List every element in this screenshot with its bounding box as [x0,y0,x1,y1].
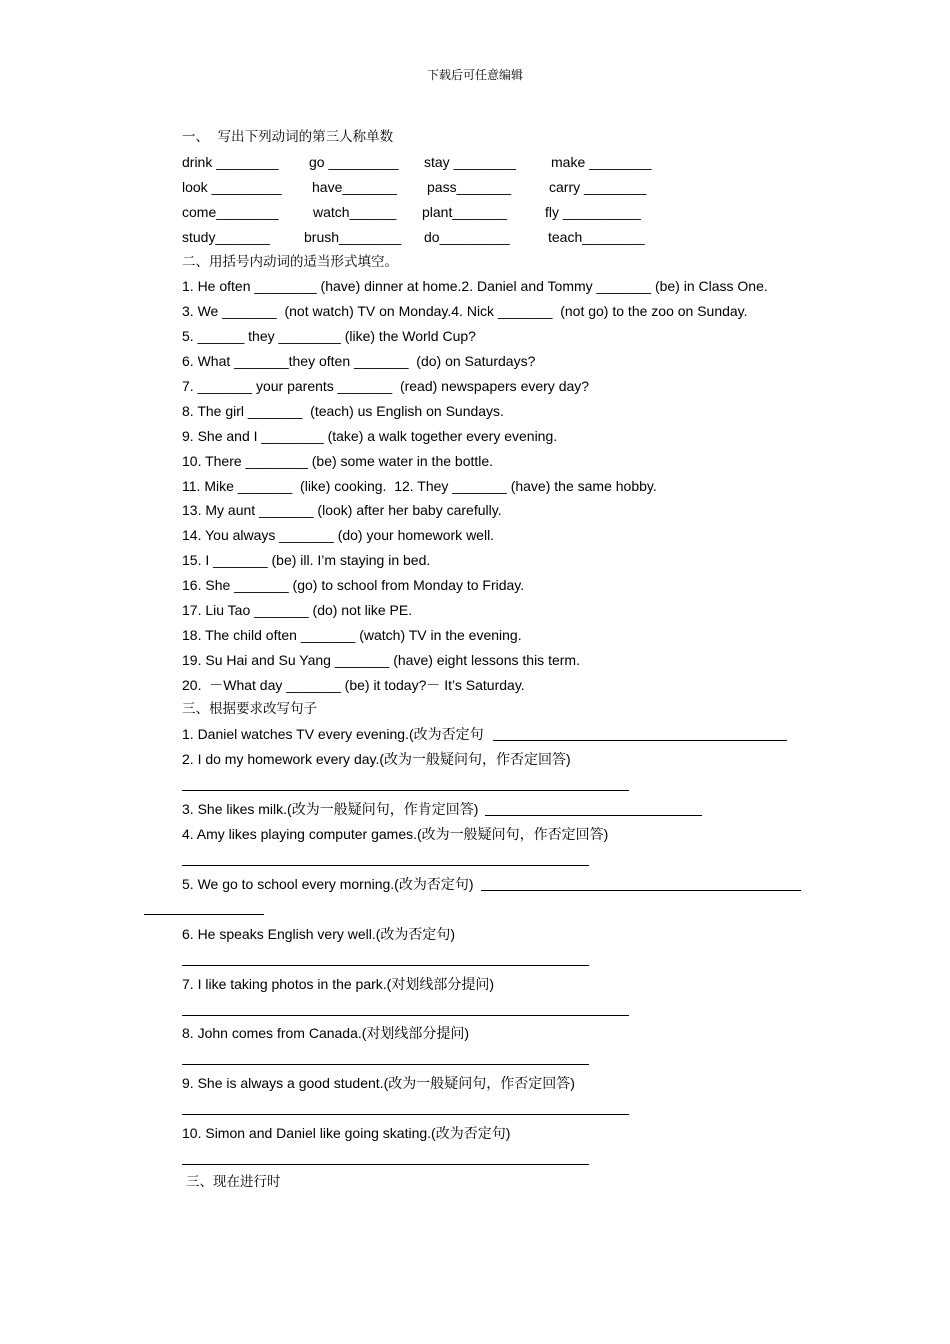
answer-line-q5-cont[interactable] [144,914,264,915]
section2-title: 二、用括号内动词的适当形式填空。 [182,254,398,270]
rewrite-q10: 10. Simon and Daniel like going skating.(改为否定句) [182,1125,511,1141]
verb-do: do_________ [424,229,510,245]
fill-item-9: 9. She and I ________ (take) a walk together every evening. [182,428,558,444]
page-header: 下载后可任意编辑 [426,68,523,82]
fill-item-13: 13. My aunt _______ (look) after her baby carefully. [182,502,502,518]
answer-line-q10[interactable] [182,1164,589,1165]
answer-line-q5[interactable] [481,890,801,891]
rewrite-q9: 9. She is always a good student.(改为一般疑问句，作否定回答) [182,1075,575,1091]
rewrite-q8: 8. John comes from Canada.(对划线部分提问) [182,1025,470,1041]
fill-item-11: 11. Mike _______ (like) cooking. 12. They _______ (have) the same hobby. [182,478,657,494]
verb-make: make ________ [551,154,652,170]
fill-item-8: 8. The girl _______ (teach) us English on Sundays. [182,403,504,419]
verb-watch: watch______ [313,204,397,220]
fill-item-19: 19. Su Hai and Su Yang _______ (have) eight lessons this term. [182,652,580,668]
answer-line-q8[interactable] [182,1064,589,1065]
rewrite-q4: 4. Amy likes playing computer games.(改为一般疑问句，作否定回答) [182,826,609,842]
fill-item-7: 7. _______ your parents _______ (read) newspapers every day? [182,378,590,394]
rewrite-q3: 3. She likes milk.(改为一般疑问句，作肯定回答) [182,801,479,817]
fill-item-1: 1. He often ________ (have) dinner at home.2. Daniel and Tommy _______ (be) in Class One. [182,278,768,294]
section1-title: 一、 写出下列动词的第三人称单数 [182,129,394,145]
rewrite-q1: 1. Daniel watches TV every evening.(改为否定句 [182,726,484,742]
verb-plant: plant_______ [422,204,507,220]
verb-stay: stay ________ [424,154,516,170]
verb-study: study_______ [182,229,270,245]
answer-line-q7[interactable] [182,1015,629,1016]
verb-have: have_______ [312,179,397,195]
verb-brush: brush________ [304,229,402,245]
rewrite-q2: 2. I do my homework every day.(改为一般疑问句，作否定回答) [182,751,571,767]
fill-item-16: 16. She _______ (go) to school from Monday to Friday. [182,577,525,593]
fill-item-20: 20. －What day _______ (be) it today?－ It’s Saturday. [182,677,525,693]
rewrite-q5: 5. We go to school every morning.(改为否定句) [182,876,474,892]
answer-line-q9[interactable] [182,1114,629,1115]
answer-line-q4[interactable] [182,865,589,866]
fill-item-5: 5. ______ they ________ (like) the World Cup? [182,328,476,344]
verb-teach: teach________ [548,229,645,245]
fill-item-3: 3. We _______ (not watch) TV on Monday.4. Nick _______ (not go) to the zoo on Sunday. [182,303,748,319]
verb-come: come________ [182,204,279,220]
fill-item-15: 15. I _______ (be) ill. I’m staying in bed. [182,552,431,568]
verb-pass: pass_______ [427,179,512,195]
verb-fly: fly __________ [545,204,641,220]
rewrite-q7: 7. I like taking photos in the park.(对划线部分提问) [182,976,494,992]
verb-drink: drink ________ [182,154,279,170]
section4-title: 三、现在进行时 [186,1174,281,1190]
verb-carry: carry ________ [549,179,647,195]
answer-line-q3[interactable] [485,815,702,816]
fill-item-6: 6. What _______they often _______ (do) on Saturdays? [182,353,536,369]
rewrite-q6: 6. He speaks English very well.(改为否定句) [182,926,456,942]
fill-item-14: 14. You always _______ (do) your homework well. [182,527,495,543]
answer-line-q6[interactable] [182,965,589,966]
fill-item-10: 10. There ________ (be) some water in the bottle. [182,453,494,469]
verb-look: look _________ [182,179,282,195]
fill-item-17: 17. Liu Tao _______ (do) not like PE. [182,602,413,618]
verb-go: go _________ [309,154,399,170]
section3-title: 三、根据要求改写句子 [182,701,317,717]
answer-line-q1[interactable] [493,740,787,741]
fill-item-18: 18. The child often _______ (watch) TV in the evening. [182,627,522,643]
answer-line-q2[interactable] [182,790,629,791]
